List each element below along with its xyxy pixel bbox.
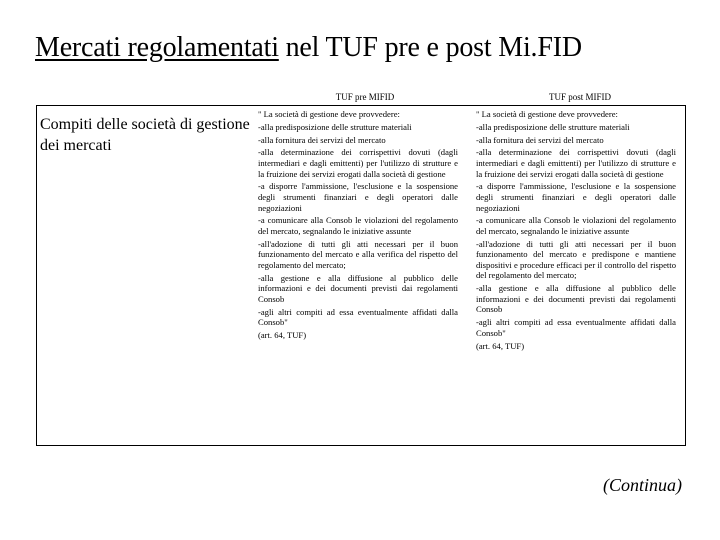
- cell-paragraph: (art. 64, TUF): [476, 340, 525, 351]
- cell-paragraph: -alla fornitura dei servizi del mercato: [258, 134, 386, 145]
- cell-paragraph: -alla predisposizione delle strutture materiali: [258, 121, 412, 132]
- cell-paragraph: -alla determinazione dei corrispettivi dovuti (dagli intermediari e dagli emittenti) per l'utilizzo di strutture e la fruizione dei servizi erogati dalla società di gestione: [258, 147, 458, 179]
- cell-paragraph: (art. 64, TUF): [258, 329, 307, 340]
- continua-label: (Continua): [603, 475, 682, 495]
- cell-paragraph: -a comunicare alla Consob le violazioni del regolamento del mercato, segnalando le iniziative assunte: [258, 215, 458, 236]
- cell-paragraph: -agli altri compiti ad essa eventualmente affidati dalla Consob": [476, 317, 676, 338]
- cell-paragraph: -alla fornitura dei servizi del mercato: [476, 134, 604, 145]
- column-header-post-mifid: TUF post MIFID: [548, 92, 611, 102]
- cell-paragraph: " La società di gestione deve provvedere:: [476, 109, 618, 119]
- cell-paragraph: -alla determinazione dei corrispettivi dovuti (dagli intermediari e dagli emittenti) per l'utilizzo di strutture e la fruizione dei servizi erogati dalla società di gestione: [476, 147, 676, 179]
- slide-title-rest: nel TUF pre e post Mi.FID: [278, 32, 582, 63]
- slide-title-underlined: Mercati regolamentati: [35, 32, 279, 63]
- cell-paragraph: -alla gestione e alla diffusione al pubblico delle informazioni e dei documenti previsti dai regolamenti Consob: [476, 283, 676, 315]
- cell-paragraph: -alla predisposizione delle strutture materiali: [476, 121, 630, 132]
- column-header-pre-mifid: TUF pre MIFID: [335, 92, 395, 102]
- cell-paragraph: -agli altri compiti ad essa eventualmente affidati dalla Consob": [258, 306, 458, 328]
- cell-paragraph: -all'adozione di tutti gli atti necessari per il buon funzionamento del mercato e alla verifica del rispetto del regolamento del mercato;: [258, 238, 458, 270]
- cell-pre-mifid: [258, 109, 458, 343]
- cell-paragraph: " La società di gestione deve provvedere:: [258, 109, 400, 119]
- cell-paragraph: -all'adozione di tutti gli atti necessari per il buon funzionamento del mercato e predispone e mantiene dispositivi e procedure efficaci per il controllo del rispetto del regolamento del mercato;: [476, 238, 676, 281]
- slide-title: [35, 32, 582, 64]
- comparison-table: [36, 88, 686, 445]
- cell-post-mifid: [476, 109, 676, 353]
- cell-paragraph: -a disporre l'ammissione, l'esclusione e la sospensione degli strumenti finanziari e degli operatori dalle negoziazioni: [476, 181, 676, 213]
- cell-paragraph: -a comunicare alla Consob le violazioni del regolamento del mercato, segnalando le iniziative assunte: [476, 215, 676, 236]
- cell-paragraph: -a disporre l'ammissione, l'esclusione e la sospensione degli strumenti finanziari e degli operatori dalle negoziazioni: [258, 181, 458, 213]
- row-label: Compiti delle società di gestione dei mercati: [40, 116, 250, 154]
- cell-paragraph: -alla gestione e alla diffusione al pubblico delle informazioni e dei documenti previsti dai regolamenti Consob: [258, 272, 458, 304]
